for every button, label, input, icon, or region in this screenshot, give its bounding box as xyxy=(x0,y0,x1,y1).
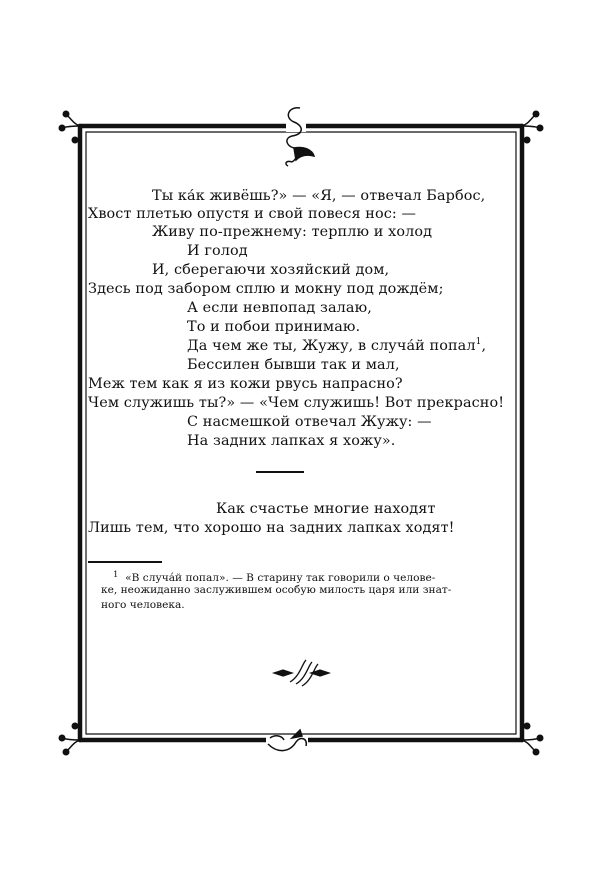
corner-ornament-bottom-left xyxy=(59,723,80,755)
poem-line-11: Меж тем как я из кожи рвусь напрасно? xyxy=(88,376,403,392)
moral-line-2: Лишь тем, что хорошо на задних лапках ходят! xyxy=(88,520,455,536)
footnote-number: 1 xyxy=(113,570,119,580)
poem-line-1: Ты ка́к живёшь?» — «Я, — отвечал Барбос, xyxy=(152,188,486,204)
poem-line-13: С насмешкой отвечал Жужу: — xyxy=(187,414,432,430)
bottom-center-flourish xyxy=(266,730,308,751)
poem-line-9 xyxy=(187,337,486,355)
corner-ornament-top-right xyxy=(522,111,543,143)
poem-line-12: Чем служишь ты?» — «Чем служишь! Вот прекрасно! xyxy=(88,395,505,411)
poem-line-9-text: Да чем же ты, Жужу, в случа́й попал xyxy=(187,338,476,354)
poem-line-2: Хвост плетью опустя и свой повеся нос: — xyxy=(88,206,417,222)
corner-ornament-top-left xyxy=(59,111,80,143)
top-scroll-ornament xyxy=(286,108,314,166)
bottom-swash-ornament xyxy=(274,660,329,686)
poem-line-9-comma: , xyxy=(481,338,487,354)
corner-ornament-bottom-right xyxy=(522,723,543,755)
poem-line-7: А если невпопад залаю, xyxy=(187,300,372,316)
poem-line-3: Живу по-прежнему: терплю и холод xyxy=(152,224,433,240)
poem-line-4: И голод xyxy=(187,243,248,259)
footnote-line-2: ке, неожиданно заслужившем особую милость царя или знат- xyxy=(101,584,452,596)
footnote-reference: 1 xyxy=(475,337,482,347)
section-divider xyxy=(256,471,304,473)
footnote-line-1-text: «В случа́й попал». — В старину так говорили о челове- xyxy=(125,572,436,584)
moral-line-1: Как счастье многие находят xyxy=(216,501,436,517)
footnote-line-3: ного человека. xyxy=(101,599,185,611)
poem-line-10: Бессилен бывши так и мал, xyxy=(187,357,400,373)
footnote-rule xyxy=(88,561,162,563)
poem-line-5: И, сберегаючи хозяйский дом, xyxy=(152,262,390,278)
poem-line-8: То и побои принимаю. xyxy=(187,319,361,335)
poem-line-6: Здесь под забором сплю и мокну под дождём; xyxy=(88,281,444,297)
poem-line-14: На задних лапках я хожу». xyxy=(187,433,396,449)
